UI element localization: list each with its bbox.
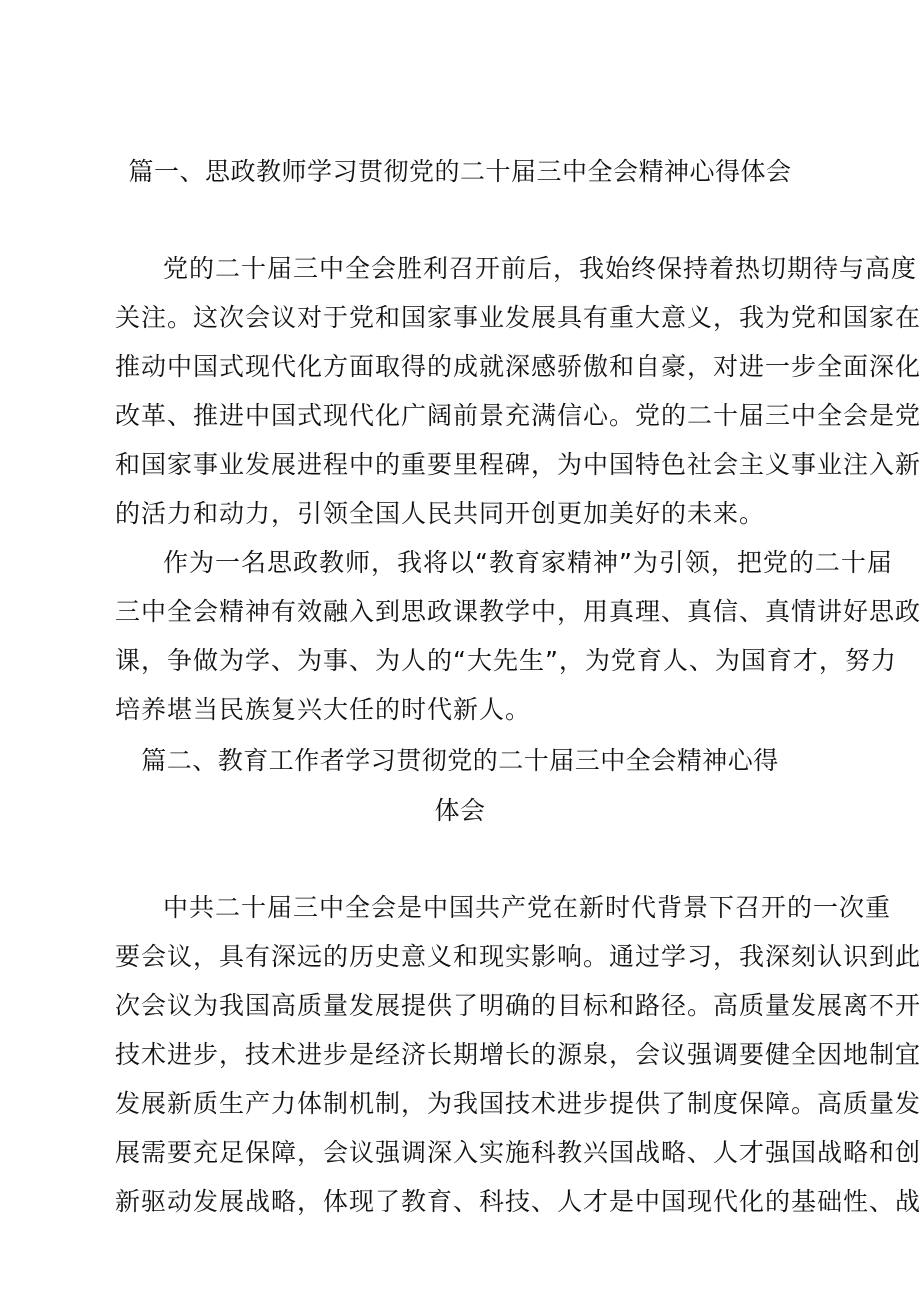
section1-p2-line: 作为一名思政教师，我将以“教育家精神”为引领，把党的二十届 [163,548,893,577]
section1-p1-line: 改革、推进中国式现代化广阔前景充满信心。党的二十届三中全会是党 [115,401,921,430]
section2-p1-line: 发展新质生产力体制机制，为我国技术进步提供了制度保障。高质量发 [115,1089,921,1118]
section2-p1-line: 要会议，具有深远的历史意义和现实影响。通过学习，我深刻认识到此 [115,942,921,971]
section2-p1-line: 展需要充足保障，会议强调深入实施科教兴国战略、人才强国战略和创 [115,1138,921,1167]
section2-title-continued: 体会 [434,796,486,825]
section2-p1-line: 新驱动发展战略，体现了教育、科技、人才是中国现代化的基础性、战 [115,1187,921,1216]
section2-title: 篇二、教育工作者学习贯彻党的二十届三中全会精神心得 [141,746,779,775]
section1-p1-line: 党的二十届三中全会胜利召开前后，我始终保持着热切期待与高度 [163,254,918,283]
section1-p1-line: 和国家事业发展进程中的重要里程碑，为中国特色社会主义事业注入新 [115,450,921,479]
section1-p1-line: 推动中国式现代化方面取得的成就深感骄傲和自豪，对进一步全面深化 [115,352,921,381]
section2-p1-line: 技术进步，技术进步是经济长期增长的源泉，会议强调要健全因地制宜 [115,1040,921,1069]
section2-p1-line: 次会议为我国高质量发展提供了明确的目标和路径。高质量发展离不开 [115,991,921,1020]
section1-p2-line: 课，争做为学、为事、为人的“大先生”，为党育人、为国育才，努力 [115,646,897,675]
section1-p1-line: 的活力和动力，引领全国人民共同开创更加美好的未来。 [115,499,766,528]
section1-p2-line: 培养堪当民族复兴大任的时代新人。 [115,695,532,724]
section2-p1-line: 中共二十届三中全会是中国共产党在新时代背景下召开的一次重 [163,893,892,922]
section1-p2-line: 三中全会精神有效融入到思政课教学中，用真理、真信、真情讲好思政 [115,597,921,626]
section1-p1-line: 关注。这次会议对于党和国家事业发展具有重大意义，我为党和国家在 [115,303,921,332]
section1-title: 篇一、思政教师学习贯彻党的二十届三中全会精神心得体会 [128,157,792,186]
